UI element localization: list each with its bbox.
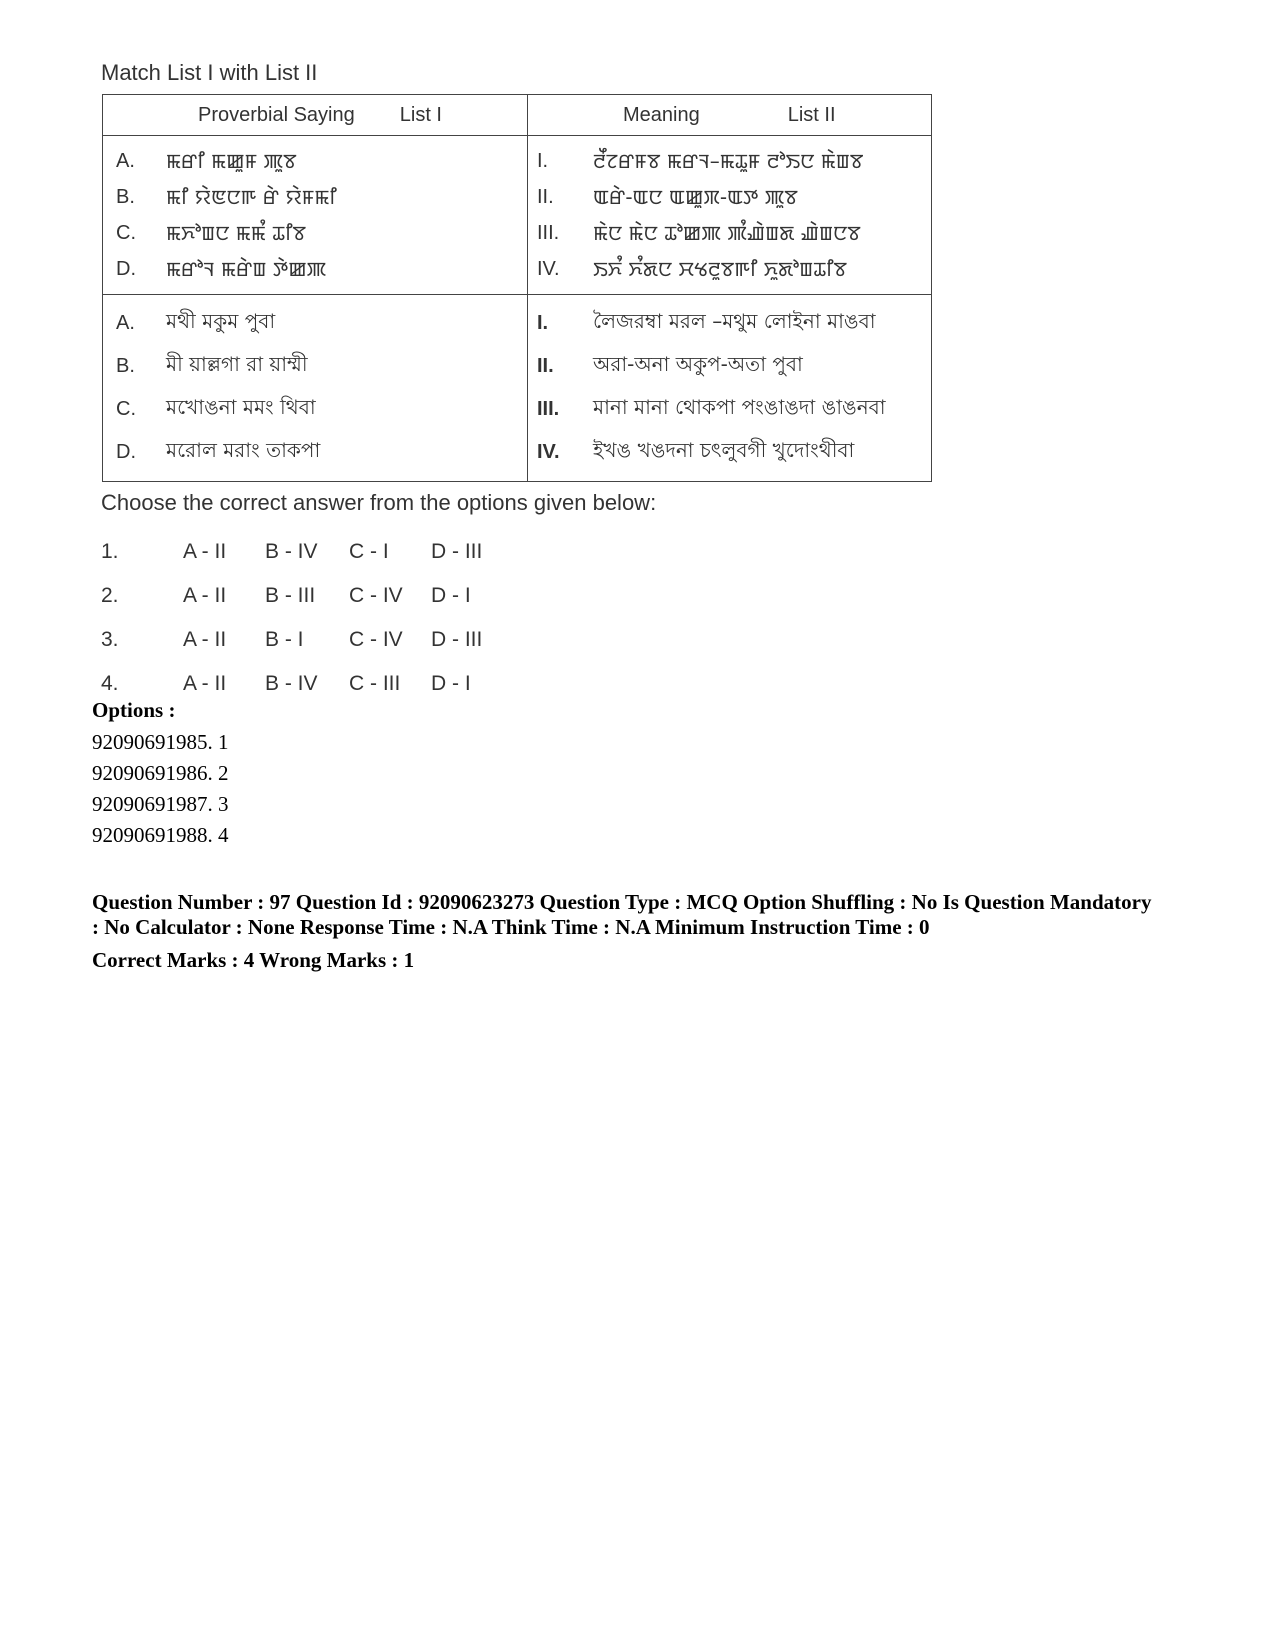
list-item: C. ꯃꯈꯣꯡꯅ ꯃꯃꯪ ꯊꯤꯕ xyxy=(116,220,307,245)
option-item: 92090691987. 3 xyxy=(92,792,229,816)
list-item: II. অরা-অনা অকুপ-অতা পুবা xyxy=(537,352,803,377)
list-2-meetei xyxy=(528,136,932,295)
answer-choice: 1. A - II B - IV C - I D - III xyxy=(101,540,483,563)
answer-choice: 4. A - II B - IV C - III D - I xyxy=(101,672,471,695)
list-item: IV. ইখঙ খঙদনা চৎলুবগী খুদোংথীবা xyxy=(537,438,855,463)
answer-choices xyxy=(101,530,975,706)
list-item: I. লৈজরম্বা মরল –মথুম লোইনা মাঙবা xyxy=(537,309,876,334)
option-item: 92090691988. 4 xyxy=(92,823,229,847)
list-item: I. ꯂꯩꯖꯔꯝꯕ ꯃꯔꯜ–ꯃꯊꯨꯝ ꯂꯣꯏꯅ ꯃꯥꯡꯕ xyxy=(537,148,864,173)
list-item: A. ꯃꯔꯤ ꯃꯀꯨꯝ ꯄꯨꯕ xyxy=(116,148,297,173)
list-item: III. ꯃꯥꯅ ꯃꯥꯅ ꯊꯣꯀꯄ ꯄꯪꯉꯥꯡꯗ ꯉꯥꯡꯅꯕ xyxy=(537,220,861,245)
answer-choice: 2. A - II B - III C - IV D - I xyxy=(101,584,471,607)
answer-choice: 3. A - II B - I C - IV D - III xyxy=(101,628,483,651)
match-table xyxy=(102,94,932,482)
list-2-bengali xyxy=(528,295,932,482)
question-meta: Question Number : 97 Question Id : 92090623273 Question Type : MCQ Option Shuffling : No Is Question Mandatory : No Calculator : None Response Time : N.A Think Time : N.A Minimum Instruction Time : 0 xyxy=(92,890,1152,939)
question-image xyxy=(95,60,975,706)
question-marks: Correct Marks : 4 Wrong Marks : 1 xyxy=(92,948,415,972)
list-item: D. মরোল মরাং তাকপা xyxy=(116,438,321,463)
list-2-header xyxy=(528,95,932,136)
list-1-bengali xyxy=(103,295,528,482)
left-title: Proverbial Saying xyxy=(198,103,355,126)
right-title: Meaning xyxy=(623,103,700,126)
option-item: 92090691986. 2 xyxy=(92,761,229,785)
right-list-label: List II xyxy=(787,103,836,126)
list-item: D. ꯃꯔꯣꯜ ꯃꯔꯥꯡ ꯇꯥꯀꯄ xyxy=(116,256,327,281)
options-title: Options : xyxy=(92,698,176,722)
list-item: IV. ꯏꯈꯪ ꯈꯪꯗꯅ ꯆꯠꯂꯨꯕꯒꯤ ꯈꯨꯗꯣꯡꯊꯤꯕ xyxy=(537,256,848,281)
left-list-label: List I xyxy=(399,103,442,126)
list-item: C. মখোঙনা মমং থিবা xyxy=(116,395,316,420)
choose-instruction: Choose the correct answer from the options given below: xyxy=(101,490,657,515)
list-item: B. ꯃꯤ ꯌꯥꯟꯅꯒ ꯔꯥ ꯌꯥꯝꯃꯤ xyxy=(116,184,337,209)
option-item: 92090691985. 1 xyxy=(92,730,229,754)
question-prompt: Match List I with List II xyxy=(101,60,318,85)
list-item: II. ꯑꯔꯥ-ꯑꯅ ꯑꯀꯨꯞ-ꯑꯇ ꯄꯨꯕ xyxy=(537,184,798,209)
list-1-meetei xyxy=(103,136,528,295)
list-item: III. মানা মানা থোকপা পংঙাঙদা ঙাঙনবা xyxy=(537,395,886,420)
list-item: B. মী য়াল্লগা রা য়াম্মী xyxy=(116,352,308,377)
list-item: A. মথী মকুম পুবা xyxy=(116,309,276,334)
list-1-header xyxy=(103,95,528,136)
